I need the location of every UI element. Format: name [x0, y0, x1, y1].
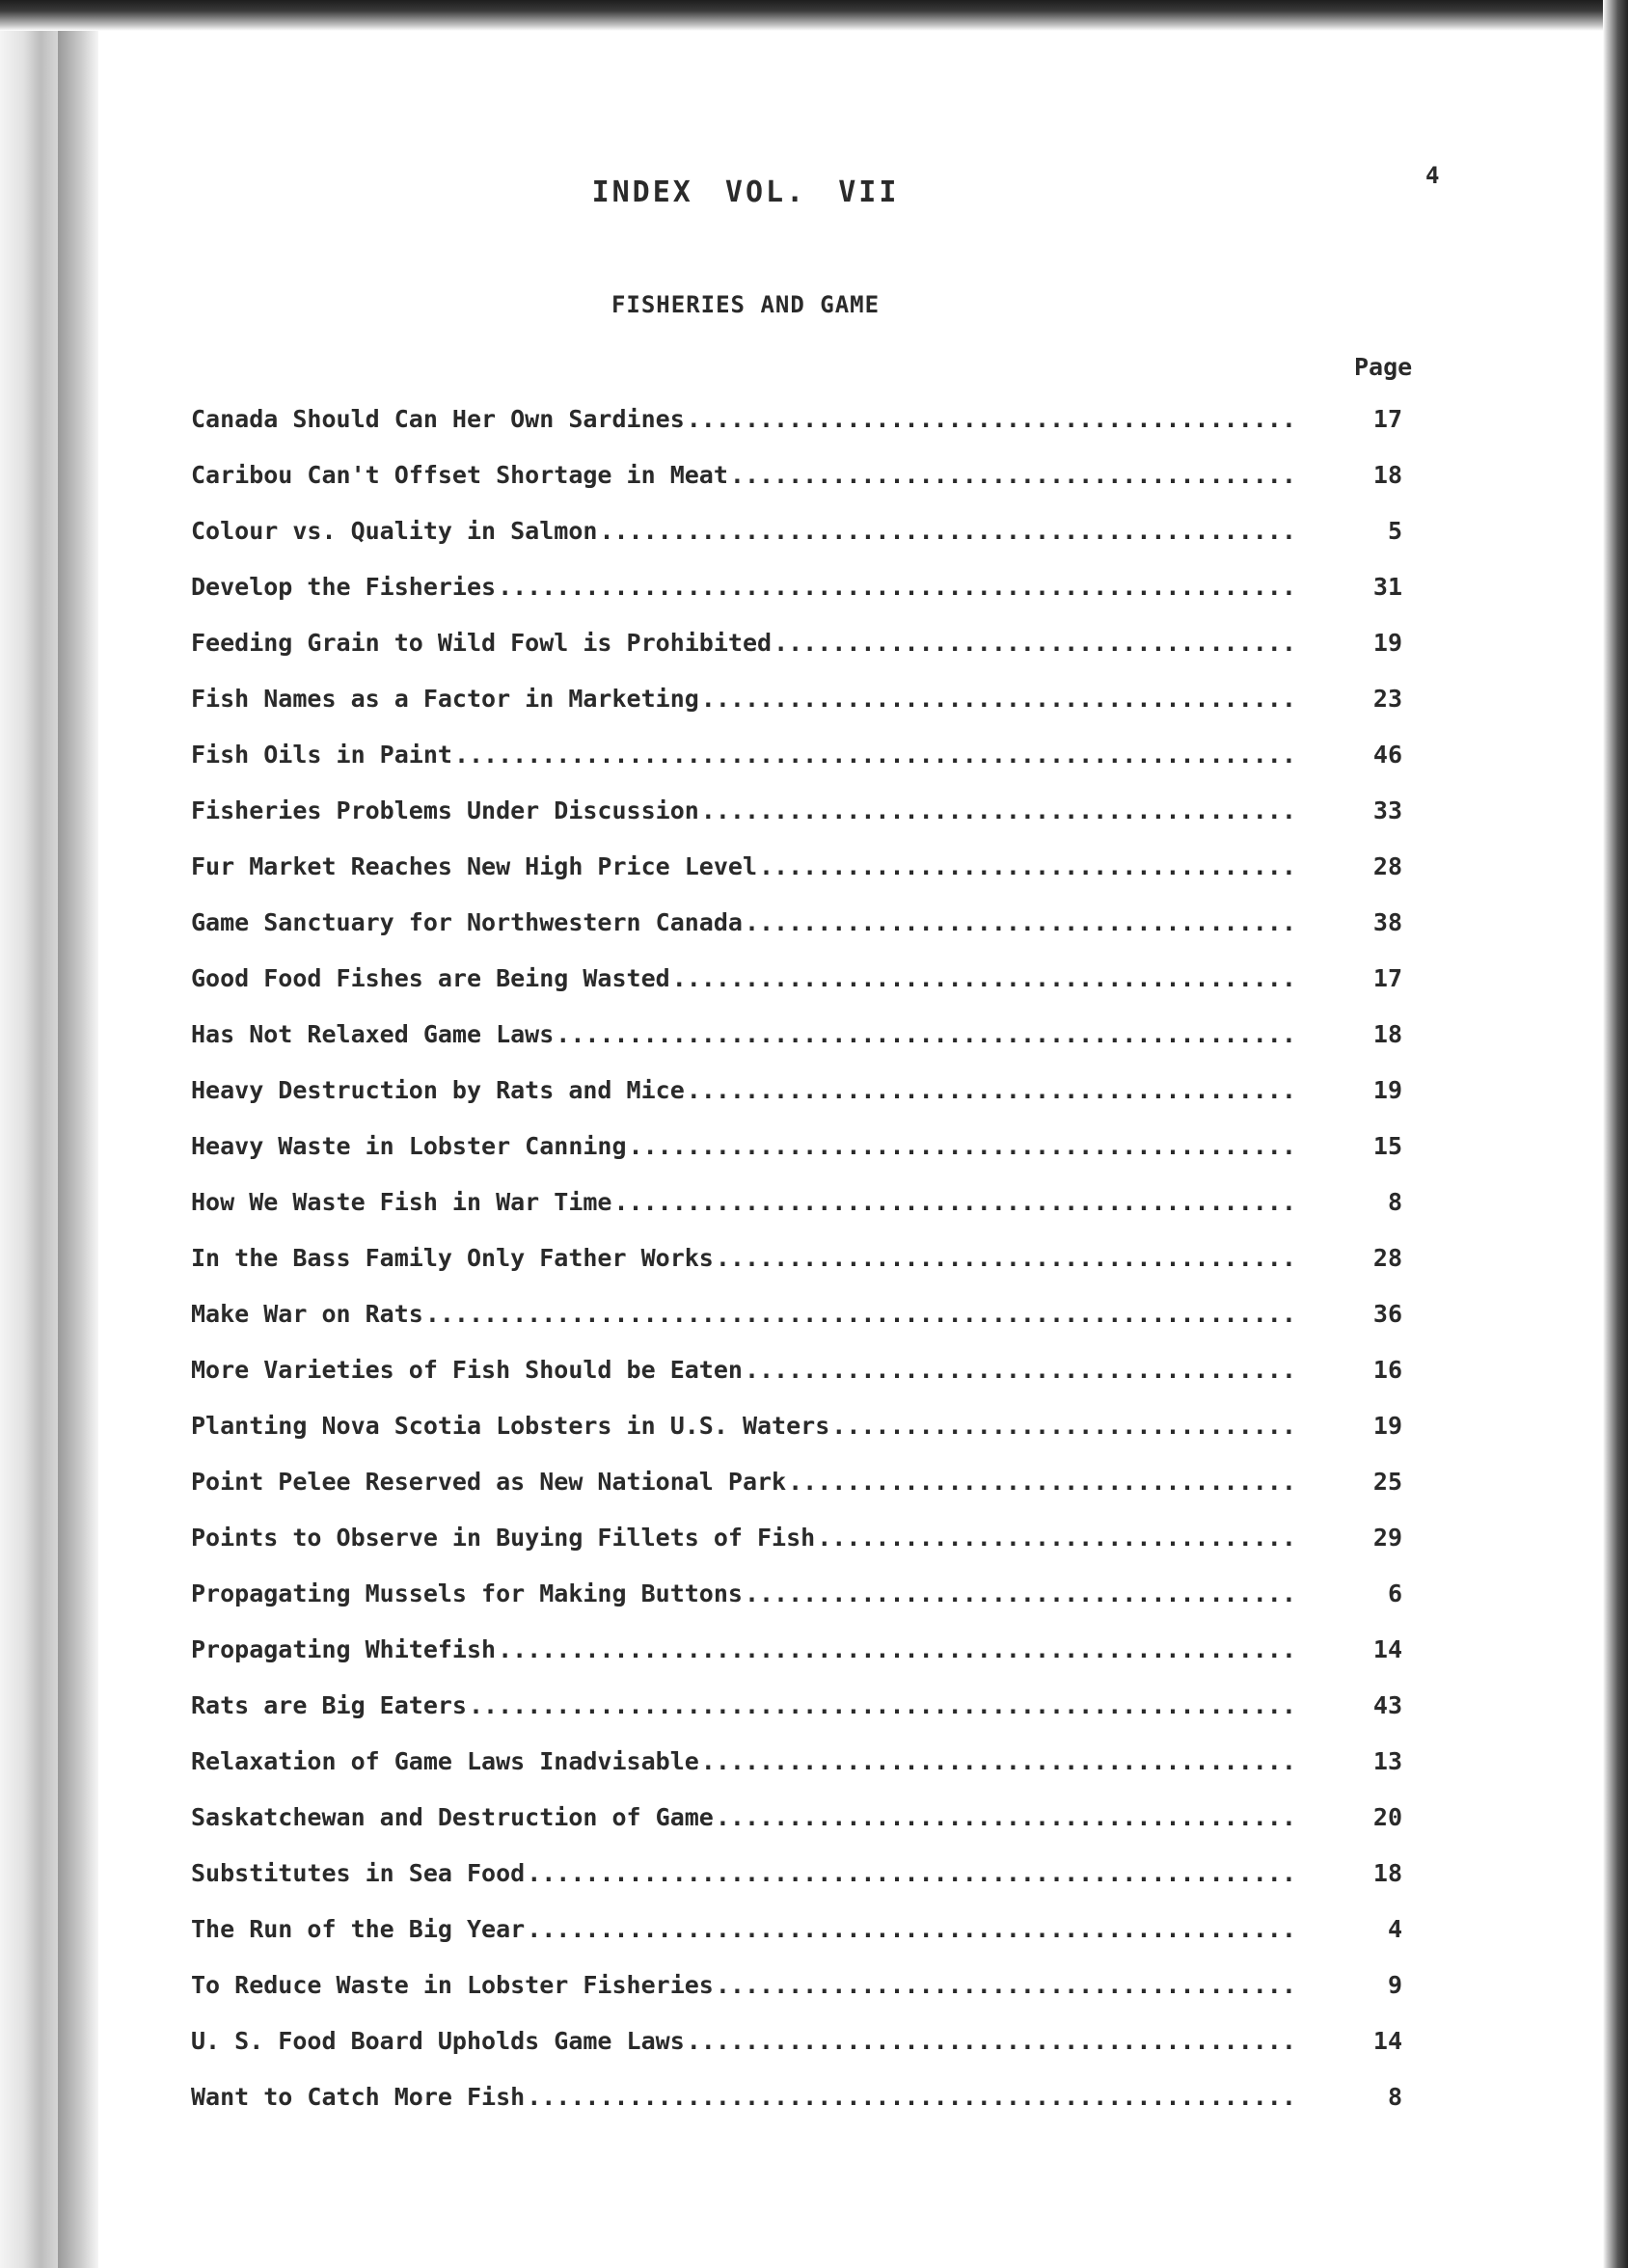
entry-page-number: 28: [1372, 1244, 1402, 1272]
entry-title: Make War on Rats: [191, 1300, 423, 1328]
index-entry: [191, 1790, 1416, 1846]
page-binding-margin: [0, 0, 58, 2268]
dot-leader: [701, 671, 1294, 727]
entry-page-number: 18: [1372, 1859, 1402, 1887]
dot-leader: [425, 1286, 1294, 1342]
index-entry: [191, 727, 1416, 783]
entry-title: Rats are Big Eaters: [191, 1691, 467, 1719]
entry-page-number: 19: [1372, 629, 1402, 657]
index-entry: [191, 783, 1416, 839]
dot-leader: [469, 1678, 1294, 1734]
index-entry: [191, 1119, 1416, 1174]
dot-leader: [716, 1230, 1294, 1286]
dot-leader: [672, 951, 1294, 1007]
index-entry: [191, 895, 1416, 951]
entry-title: Substitutes in Sea Food: [191, 1859, 526, 1887]
entry-title: Fisheries Problems Under Discussion: [191, 796, 699, 824]
entry-page-number: 28: [1372, 852, 1402, 880]
page-number: 4: [1425, 162, 1440, 189]
entry-title: Game Sanctuary for Northwestern Canada: [191, 908, 743, 936]
entry-title: In the Bass Family Only Father Works: [191, 1244, 714, 1272]
entry-title: Want to Catch More Fish: [191, 2083, 526, 2111]
dot-leader: [527, 2069, 1294, 2125]
dot-leader: [599, 503, 1294, 559]
entry-page-number: 20: [1372, 1803, 1402, 1831]
entry-title: Relaxation of Game Laws Inadvisable: [191, 1747, 699, 1775]
entry-title: Feeding Grain to Wild Fowl is Prohibited: [191, 629, 773, 657]
dot-leader: [730, 447, 1294, 503]
entry-title: Fish Names as a Factor in Marketing: [191, 685, 699, 713]
index-entry: [191, 1958, 1416, 2013]
index-entry: [191, 1454, 1416, 1510]
entry-page-number: 23: [1372, 685, 1402, 713]
entry-title: Planting Nova Scotia Lobsters in U.S. Waters: [191, 1412, 830, 1440]
dot-leader: [629, 1119, 1294, 1174]
index-entry: [191, 1734, 1416, 1790]
entry-page-number: 8: [1387, 1188, 1402, 1216]
entry-page-number: 19: [1372, 1076, 1402, 1104]
index-entry: [191, 1398, 1416, 1454]
entry-title: Fur Market Reaches New High Price Level: [191, 852, 757, 880]
dot-leader: [716, 1958, 1294, 2013]
entry-title: Colour vs. Quality in Salmon: [191, 517, 598, 545]
index-entry: [191, 1230, 1416, 1286]
entry-page-number: 18: [1372, 461, 1402, 489]
entry-title: More Varieties of Fish Should be Eaten: [191, 1356, 743, 1384]
index-header: INDEX VOL. VII: [591, 176, 900, 209]
dot-leader: [527, 1846, 1294, 1902]
index-entry: [191, 447, 1416, 503]
dot-leader: [498, 559, 1294, 615]
entry-page-number: 43: [1372, 1691, 1402, 1719]
index-entry: [191, 1063, 1416, 1119]
entry-page-number: 19: [1372, 1412, 1402, 1440]
dot-leader: [773, 615, 1294, 671]
dot-leader: [527, 1902, 1294, 1958]
entry-title: Saskatchewan and Destruction of Game: [191, 1803, 714, 1831]
entry-page-number: 8: [1387, 2083, 1402, 2111]
entry-title: Has Not Relaxed Game Laws: [191, 1020, 555, 1048]
dot-leader: [556, 1007, 1294, 1063]
dot-leader: [701, 1734, 1294, 1790]
index-entry-list: [191, 392, 1416, 2125]
entry-page-number: 46: [1372, 741, 1402, 769]
entry-title: Canada Should Can Her Own Sardines: [191, 405, 685, 433]
index-entry: [191, 1174, 1416, 1230]
dot-leader: [454, 727, 1294, 783]
entry-title: Caribou Can't Offset Shortage in Meat: [191, 461, 728, 489]
entry-title: U. S. Food Board Upholds Game Laws: [191, 2027, 685, 2055]
entry-title: Fish Oils in Paint: [191, 741, 452, 769]
index-entry: [191, 615, 1416, 671]
dot-leader: [687, 2013, 1294, 2069]
index-entry: [191, 392, 1416, 447]
entry-page-number: 33: [1372, 796, 1402, 824]
entry-title: Good Food Fishes are Being Wasted: [191, 964, 670, 992]
entry-page-number: 9: [1387, 1971, 1402, 1999]
dot-leader: [614, 1174, 1295, 1230]
entry-title: Propagating Mussels for Making Buttons: [191, 1580, 743, 1607]
entry-title: How We Waste Fish in War Time: [191, 1188, 612, 1216]
entry-page-number: 13: [1372, 1747, 1402, 1775]
entry-page-number: 38: [1372, 908, 1402, 936]
entry-page-number: 14: [1372, 1635, 1402, 1663]
index-entry: [191, 1678, 1416, 1734]
index-entry: [191, 1622, 1416, 1678]
dot-leader: [759, 839, 1294, 895]
entry-title: Heavy Waste in Lobster Canning: [191, 1132, 627, 1160]
entry-title: Heavy Destruction by Rats and Mice: [191, 1076, 685, 1104]
dot-leader: [831, 1398, 1294, 1454]
index-entry: [191, 1510, 1416, 1566]
scan-right-shadow: [1603, 0, 1628, 2268]
dot-leader: [745, 895, 1294, 951]
entry-title: Points to Observe in Buying Fillets of Fish: [191, 1524, 816, 1552]
entry-page-number: 29: [1372, 1524, 1402, 1552]
index-entry: [191, 839, 1416, 895]
entry-page-number: 17: [1372, 405, 1402, 433]
index-entry: [191, 1566, 1416, 1622]
index-entry: [191, 951, 1416, 1007]
dot-leader: [716, 1790, 1294, 1846]
entry-page-number: 14: [1372, 2027, 1402, 2055]
index-entry: [191, 1342, 1416, 1398]
dot-leader: [701, 783, 1294, 839]
dot-leader: [687, 1063, 1294, 1119]
entry-page-number: 15: [1372, 1132, 1402, 1160]
index-entry: [191, 503, 1416, 559]
entry-title: Propagating Whitefish: [191, 1635, 497, 1663]
entry-page-number: 5: [1387, 517, 1402, 545]
index-entry: [191, 1286, 1416, 1342]
entry-page-number: 16: [1372, 1356, 1402, 1384]
dot-leader: [788, 1454, 1294, 1510]
entry-page-number: 18: [1372, 1020, 1402, 1048]
index-entry: [191, 1902, 1416, 1958]
dot-leader: [745, 1342, 1294, 1398]
dot-leader: [687, 392, 1294, 447]
entry-title: Develop the Fisheries: [191, 573, 497, 601]
dot-leader: [817, 1510, 1294, 1566]
entry-page-number: 36: [1372, 1300, 1402, 1328]
entry-page-number: 31: [1372, 573, 1402, 601]
scan-top-shadow: [0, 0, 1628, 31]
entry-page-number: 17: [1372, 964, 1402, 992]
dot-leader: [498, 1622, 1294, 1678]
entry-title: To Reduce Waste in Lobster Fisheries: [191, 1971, 714, 1999]
entry-page-number: 6: [1387, 1580, 1402, 1607]
entry-page-number: 25: [1372, 1468, 1402, 1496]
page-column-label: Page: [1354, 353, 1413, 381]
dot-leader: [745, 1566, 1294, 1622]
index-entry: [191, 2069, 1416, 2125]
index-entry: [191, 671, 1416, 727]
index-entry: [191, 559, 1416, 615]
index-entry: [191, 2013, 1416, 2069]
index-entry: [191, 1846, 1416, 1902]
entry-title: Point Pelee Reserved as New National Park: [191, 1468, 787, 1496]
entry-page-number: 4: [1387, 1915, 1402, 1943]
index-entry: [191, 1007, 1416, 1063]
section-title: FISHERIES AND GAME: [610, 291, 881, 318]
entry-title: The Run of the Big Year: [191, 1915, 526, 1943]
page-binding-edge: [58, 0, 98, 2268]
